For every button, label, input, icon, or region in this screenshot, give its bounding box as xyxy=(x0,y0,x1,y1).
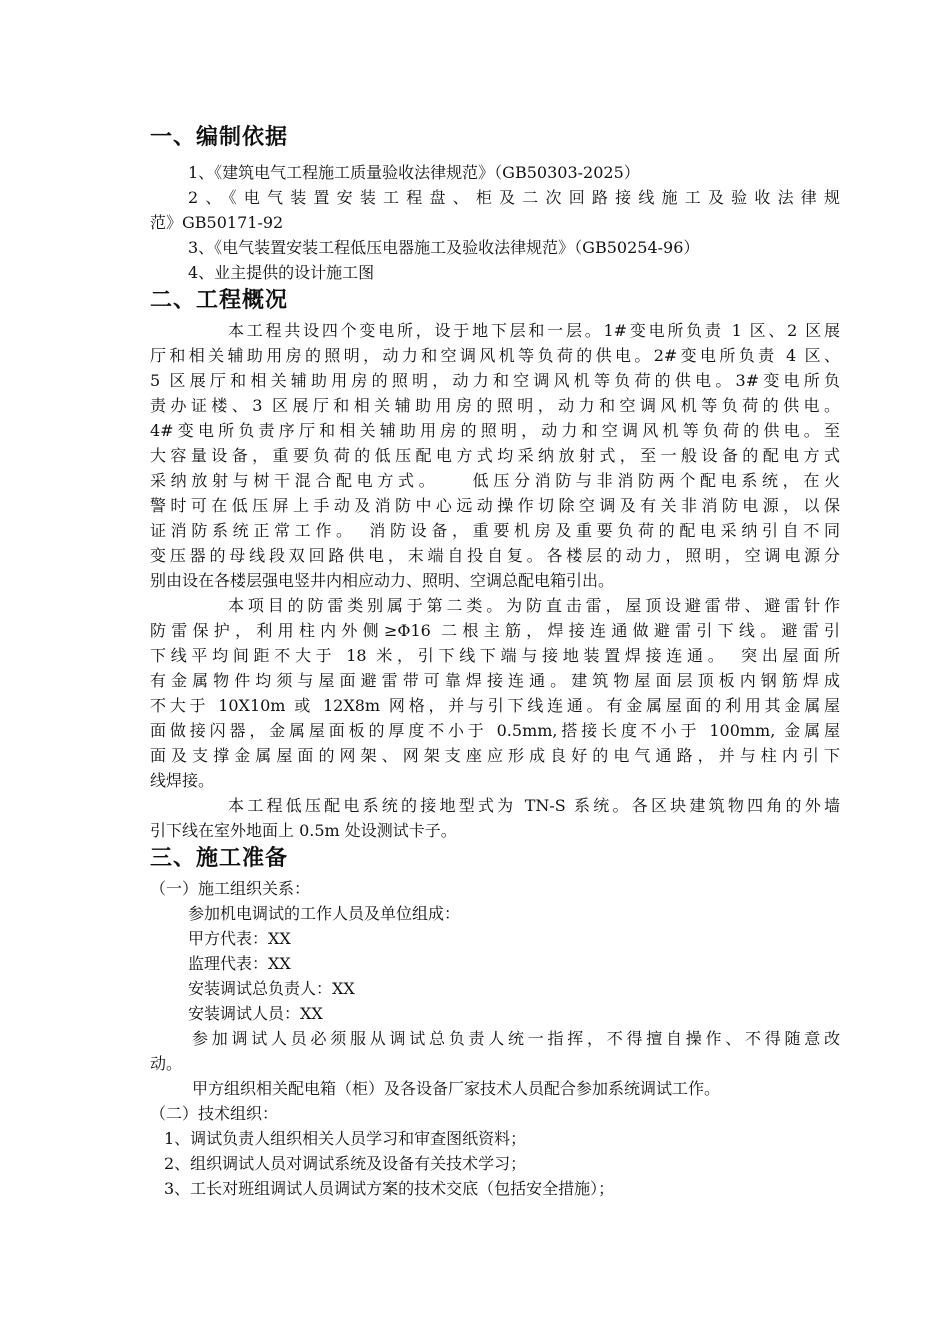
section-heading: 三、施工准备 xyxy=(150,846,289,871)
list-item: 4、业主提供的设计施工图 xyxy=(188,263,375,282)
text-line: 本工程共设四个变电所，设于地下层和一层。1#变电所负责 1 区、2 区展 xyxy=(228,321,840,340)
list-item: 1、调试负责人组织相关人员学习和审查图纸资料； xyxy=(164,1129,527,1148)
text-line: 有金属物件均须与屋面避雷带可靠焊接连通。建筑物屋面层顶板内钢筋焊成 xyxy=(150,671,840,690)
text-line: 别由设在各楼层强电竖井内相应动力、照明、空调总配电箱引出。 xyxy=(150,571,615,590)
list-item: 1、《建筑电气工程施工质量验收法律规范》（GB50303-2025） xyxy=(188,163,640,182)
text-line: 警时可在低压屏上手动及消防中心远动操作切除空调及有关非消防电源，以保 xyxy=(150,496,840,515)
text-line: 线焊接。 xyxy=(150,771,215,790)
text-line: 甲方代表：XX xyxy=(188,929,291,948)
text-line: 下线平均间距不大于 18 米，引下线下端与接地装置焊接连通。 突出屋面所 xyxy=(150,646,840,665)
overview-body xyxy=(150,318,840,843)
text-line: 引下线在室外地面上 0.5m 处设测试卡子。 xyxy=(150,821,457,840)
text-line: 证消防系统正常工作。 消防设备，重要机房及重要负荷的配电采纳引自不同 xyxy=(150,521,840,540)
text-line: 本工程低压配电系统的接地型式为 TN-S 系统。各区块建筑物四角的外墙 xyxy=(228,796,840,815)
text-line: 大容量设备，重要负荷的低压配电方式均采纳放射式，至一般设备的配电方式 xyxy=(150,446,840,465)
text-line: 参加调试人员必须服从调试总负责人统一指挥，不得擅自操作、不得随意改 xyxy=(192,1029,840,1048)
text-line: 不大于 10X10m 或 12X8m 网格，并与引下线连通。有金属屋面的利用其金属屋 xyxy=(150,696,840,715)
text-line: 安装调试人员：XX xyxy=(188,1004,323,1023)
list-item: 2、组织调试人员对调试系统及设备有关技术学习； xyxy=(164,1154,527,1173)
reference-list xyxy=(150,160,840,285)
section-heading: 一、编制依据 xyxy=(150,125,289,150)
text-line: 4#变电所负责序厅和相关辅助用房的照明，动力和空调风机等负荷的供电。至 xyxy=(150,421,840,440)
text-line: 面做接闪器，金属屋面板的厚度不小于 0.5mm,搭接长度不小于 100mm, 金属屋 xyxy=(150,721,840,740)
list-item: 3、工长对班组调试人员调试方案的技术交底（包括安全措施）； xyxy=(164,1179,615,1198)
text-line: 参加机电调试的工作人员及单位组成： xyxy=(188,904,461,923)
text-line: 防雷保护，利用柱内外侧≥Φ16 二根主筋，焊接连通做避雷引下线。避雷引 xyxy=(150,621,840,640)
list-item: 3、《电气装置安装工程低压电器施工及验收法律规范》（GB50254-96） xyxy=(188,238,700,257)
text-line: 变压器的母线段双回路供电，末端自投自复。各楼层的动力，照明，空调电源分 xyxy=(150,546,840,565)
text-line: 责办证楼、3 区展厅和相关辅助用房的照明，动力和空调风机等负荷的供电。 xyxy=(150,396,840,415)
text-line: 5 区展厅和相关辅助用房的照明，动力和空调风机等负荷的供电。3#变电所负 xyxy=(150,371,840,390)
text-line: 安装调试总负责人：XX xyxy=(188,979,355,998)
text-line: 采纳放射与树干混合配电方式。 低压分消防与非消防两个配电系统，在火 xyxy=(150,471,840,490)
subheading: （一）施工组织关系： xyxy=(150,879,311,898)
list-item: 2、《电气装置安装工程盘、柜及二次回路接线施工及验收法律规 xyxy=(188,188,840,207)
subheading: （二）技术组织： xyxy=(150,1104,279,1123)
preparation-body xyxy=(150,876,840,1201)
text-line: 动。 xyxy=(150,1054,183,1073)
list-item: 范》GB50171-92 xyxy=(150,213,284,232)
text-line: 监理代表：XX xyxy=(188,954,291,973)
text-line: 面及支撑金属屋面的网架、网架支座应形成良好的电气通路，并与柱内引下 xyxy=(150,746,840,765)
text-line: 本项目的防雷类别属于第二类。为防直击雷，屋顶设避雷带、避雷针作 xyxy=(228,596,840,615)
text-line: 厅和相关辅助用房的照明，动力和空调风机等负荷的供电。2#变电所负责 4 区、 xyxy=(150,346,840,365)
document-page xyxy=(150,118,840,1201)
section-heading: 二、工程概况 xyxy=(150,288,289,313)
text-line: 甲方组织相关配电箱（柜）及各设备厂家技术人员配合参加系统调试工作。 xyxy=(192,1079,721,1098)
